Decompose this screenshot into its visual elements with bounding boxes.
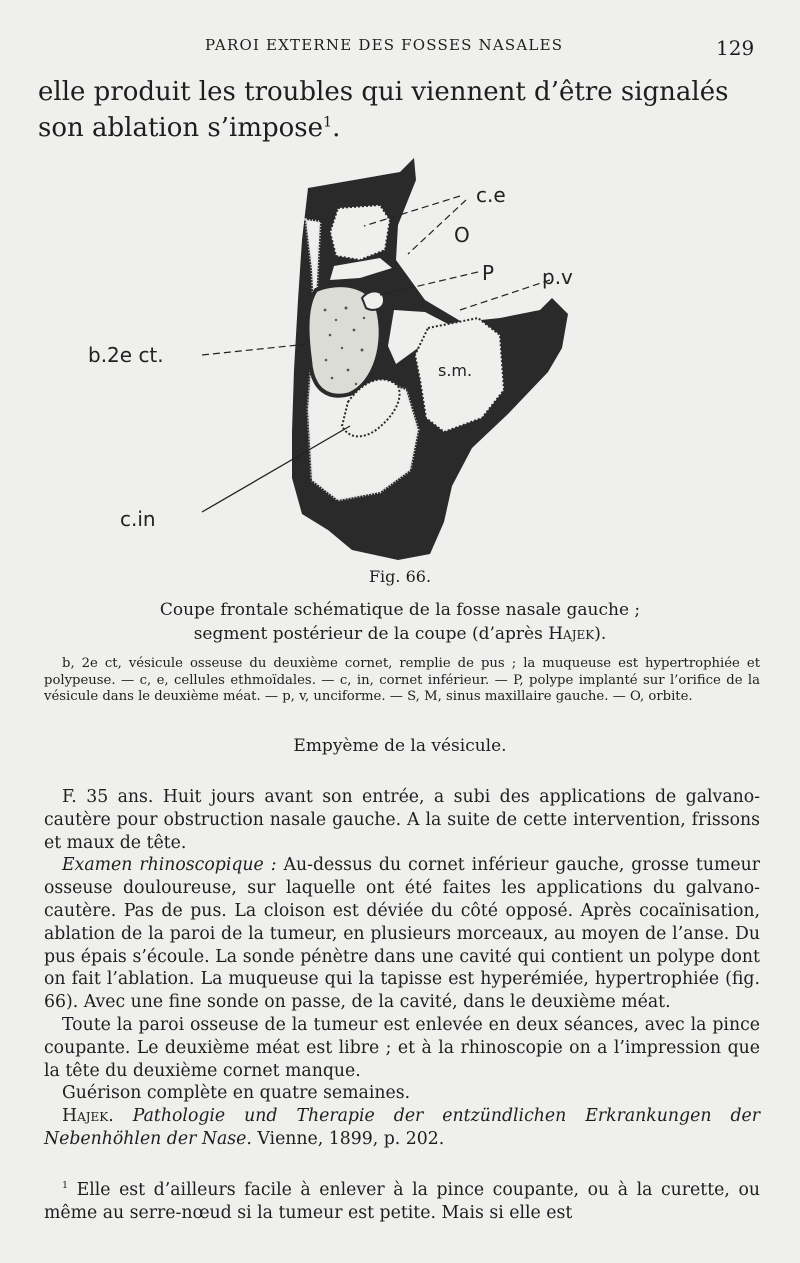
caption-author: Hajek [548, 624, 595, 644]
case-report [44, 786, 760, 1151]
case-paragraph-1: F. 35 ans. Huit jours avant son entrée, a subi des applications de galvano-cautère pour obstruction nasale gauche. A la suite de cette intervention, frissons et maux de tête. [44, 787, 760, 853]
case-reference [44, 1105, 760, 1151]
page-number: 129 [716, 36, 755, 60]
caption-line-2 [60, 622, 740, 646]
case-paragraph-4: Guérison complète en quatre semaines. [62, 1083, 411, 1104]
case-heading: Empyème de la vésicule. [293, 736, 507, 756]
label-pv: p.v [542, 265, 573, 289]
footnote [44, 1179, 760, 1225]
label-b2ct: b.2e ct. [88, 343, 164, 367]
caption-line-2-post: ). [594, 624, 607, 644]
footnote-paragraph [44, 1179, 760, 1225]
anatomical-figure [80, 150, 700, 570]
intro-line-2-text: son ablation s’impose [38, 113, 323, 143]
exam-label: Examen rhinoscopique : [62, 855, 277, 876]
case-paragraph-3: Toute la paroi osseuse de la tumeur est enlevée en deux séances, avec la pince coupante. Le deuxième méat est libre ; et à la rhinoscopie on a l’impression que la tête du deuxième cornet manque. [44, 1014, 760, 1081]
label-p: P [482, 261, 495, 285]
case-paragraph-2 [44, 854, 760, 1014]
intro-line-1: elle produit les troubles qui viennent d’être signalés [38, 77, 729, 107]
running-head: PAROI EXTERNE DES FOSSES NASALES [205, 36, 564, 54]
footnote-marker: 1 [323, 114, 333, 131]
caption-line-1: Coupe frontale schématique de la fosse nasale gauche ; [159, 600, 641, 620]
label-ce: c.e [476, 183, 506, 207]
figure-caption [60, 598, 740, 646]
exam-text: Au-dessus du cornet inférieur gauche, grosse tumeur osseuse douloureuse, sur laquelle ont été faites les applications du galvano-cautère. Pas de pus. La cloison est déviée du côté opposé. Après cocaïnisation, ablation de la paroi de la tumeur, en plusieurs morceaux, au moyen de l’anse. Du pus épais s’écoule. La sonde pénètre dans une cavité qui contient un polype dont on fait l’ablation. La muqueuse qui la tapisse est hyperémiée, hypertrophiée (fig. 66). Avec une fine sonde on passe, de la cavité, dans le deuxième méat. [44, 855, 760, 1013]
legend-text: b, 2e ct, vésicule osseuse du deuxième cornet, remplie de pus ; la muqueuse est hypertrophiée et polypeuse. — c, e, cellules ethmoïdales. — c, in, cornet inférieur. — P, polype implanté sur l’orifice de la vésicule dans le deuxième méat. — p, v, unciforme. — S, M, sinus maxillaire gauche. — O, orbite. [44, 656, 760, 704]
footnote-number: 1 [62, 1180, 69, 1192]
intro-line-2 [38, 110, 778, 146]
label-cin: c.in [120, 507, 156, 531]
intro-line-2-end: . [332, 113, 341, 143]
figure-number: Fig. 66. [368, 567, 432, 586]
reference-rest: Vienne, 1899, p. 202. [251, 1128, 445, 1149]
caption-line-2-pre: segment postérieur de la coupe (d’après [193, 624, 549, 644]
label-sm: s.m. [438, 361, 473, 380]
reference-author: Hajek. [62, 1106, 114, 1127]
intro-paragraph [38, 74, 778, 146]
label-o: O [454, 223, 470, 247]
figure-legend [44, 656, 760, 706]
footnote-text: Elle est d’ailleurs facile à enlever à la pince coupante, ou à la curette, ou même au serre-nœud si la tumeur est petite. Mais si elle est [44, 1180, 760, 1223]
reference-title: Pathologie und Therapie der entzündlichen Erkrankungen der Nebenhöhlen der Nase. [44, 1106, 760, 1149]
polyp [362, 291, 384, 310]
